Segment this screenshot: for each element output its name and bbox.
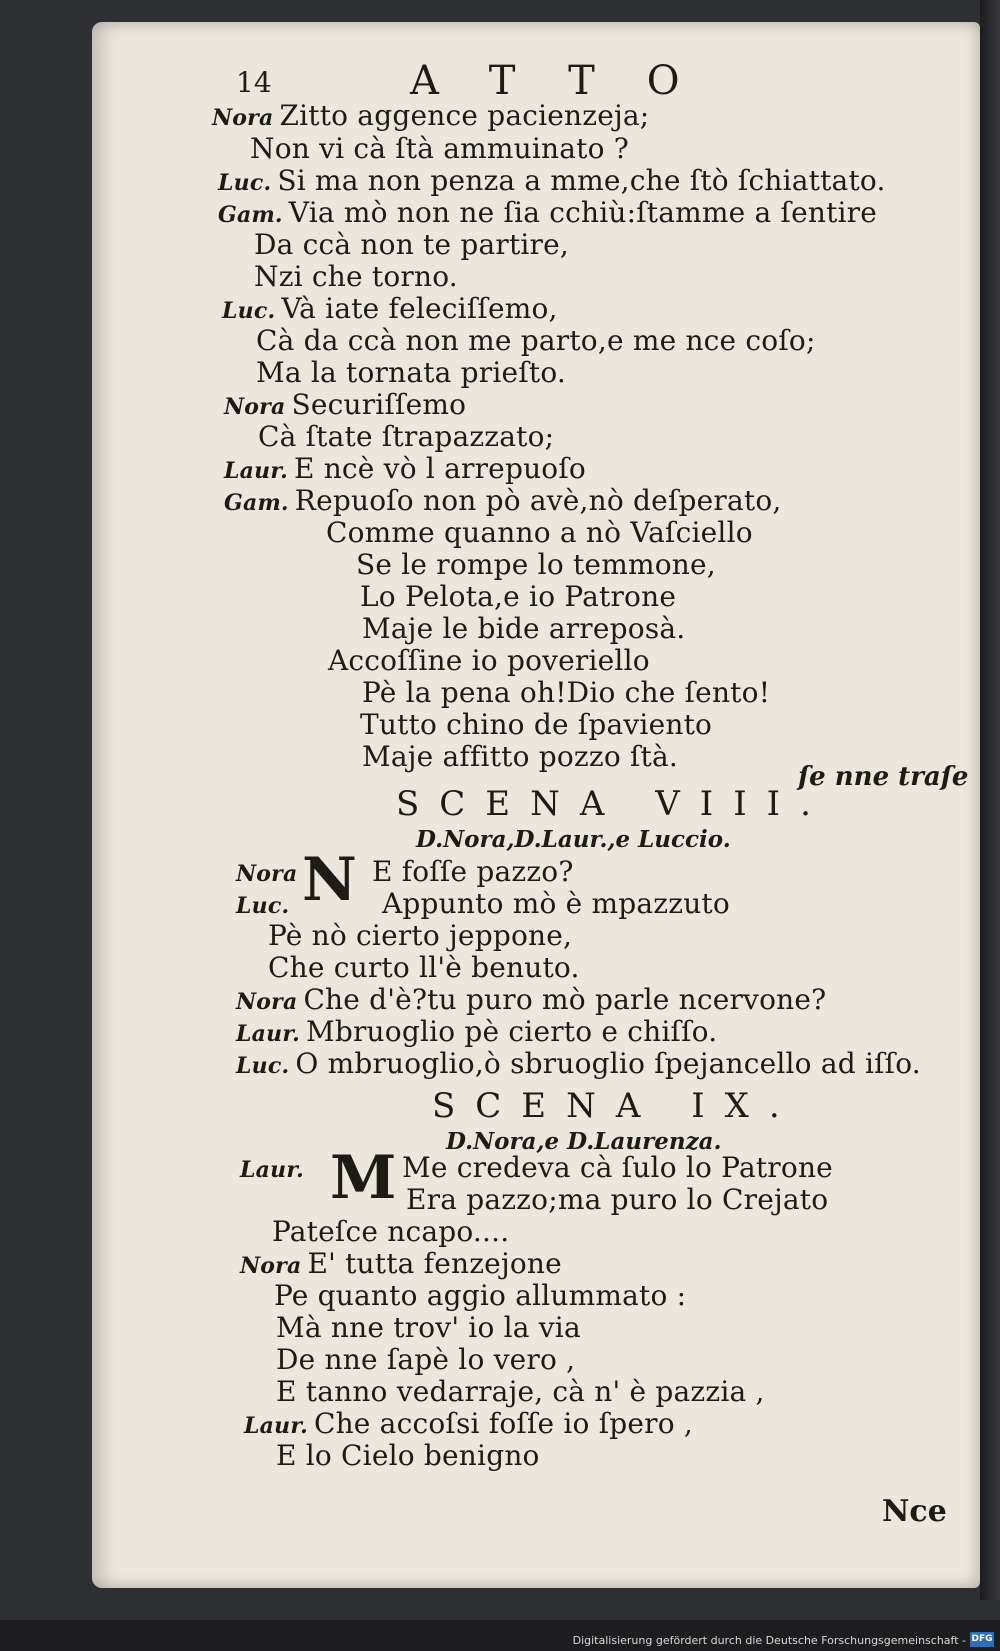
verse-line: Cà da ccà non me parto,e me nce coſo; <box>256 324 816 357</box>
verse-line: Nora E' tutta fenzejone <box>240 1247 562 1280</box>
verse-line: Laur. Mbruoglio pè cierto e chiſſo. <box>236 1015 718 1048</box>
speaker: Gam. <box>224 490 289 516</box>
scene-cast: D.Nora,e D.Laurenza. <box>446 1128 722 1155</box>
speaker: Nora <box>212 105 274 131</box>
verse-line: Non vi cà ſtà ammuinato ? <box>250 132 629 165</box>
speaker: Nora <box>240 1253 302 1279</box>
verse-line: Nora Che d'è?tu puro mò parle ncervone? <box>236 983 827 1016</box>
verse-line: Nzi che torno. <box>254 260 458 293</box>
book-spine <box>980 0 1000 1600</box>
verse-line <box>236 856 303 890</box>
drop-capital: M <box>330 1143 397 1213</box>
speaker: Nora <box>236 861 298 887</box>
speaker: Luc. <box>236 893 290 919</box>
verse-line: Ma la tornata prieſto. <box>256 356 566 389</box>
digitization-credit: Digitalisierung gefördert durch die Deutsche Forschungsgemeinschaft - <box>572 1634 966 1647</box>
verse-line: Comme quanno a nò Vaſciello <box>326 516 753 549</box>
verse-line: Maje le bide arreposà. <box>362 612 686 645</box>
speaker: Laur. <box>244 1413 308 1439</box>
verse-line: Luc. Và iate feleciſſemo, <box>222 292 558 325</box>
verse-line: Tutto chino de ſpaviento <box>360 708 713 741</box>
speaker: Laur. <box>224 458 288 484</box>
page-number: 14 <box>236 66 272 99</box>
speaker: Laur. <box>236 1021 300 1047</box>
speaker: Nora <box>236 989 298 1015</box>
verse-line <box>236 888 295 922</box>
verse-line: Gam. Via mò non ne ſia cchiù:ſtamme a ſentire <box>218 196 878 229</box>
verse-line: De nne ſapè lo vero , <box>276 1343 576 1376</box>
verse-line: Gam. Repuoſo non pò avè,nò deſperato, <box>224 484 782 517</box>
verse-line: Pateſce ncapo.... <box>272 1215 510 1248</box>
drop-capital: N <box>302 845 357 915</box>
verse-line: Lo Pelota,e io Patrone <box>360 580 677 613</box>
verse-line: Luc. O mbruoglio,ò sbruoglio ſpejancello ad iſſo. <box>236 1047 921 1080</box>
verse-line: Pè nò cierto jeppone, <box>268 919 573 952</box>
verse-line: Se le rompe lo temmone, <box>356 548 716 581</box>
speaker: Gam. <box>218 202 283 228</box>
verse-line: Luc. Si ma non penza a mme,che ſtò ſchiattato. <box>218 164 886 197</box>
speaker: Luc. <box>218 170 272 196</box>
verse-line: E foſſe pazzo? <box>372 855 574 888</box>
speaker: Luc. <box>222 298 276 324</box>
verse-line: Da ccà non te partire, <box>254 228 570 261</box>
verse-line: Pè la pena oh!Dio che ſento! <box>362 676 771 709</box>
verse-line: E lo Cielo benigno <box>276 1439 540 1472</box>
verse-line: Me credeva cà ſulo lo Patrone <box>402 1151 833 1184</box>
speaker: Luc. <box>236 1053 290 1079</box>
scene-heading: SCENA VIII. <box>396 784 831 824</box>
verse-line: Era pazzo;ma puro lo Crejato <box>406 1183 829 1216</box>
verse-line: Laur. Che accoſsi foſſe io ſpero , <box>244 1407 694 1440</box>
verse-line: Accoſſine io poveriello <box>328 644 650 677</box>
verse-line: Mà nne trov' io la via <box>276 1311 581 1344</box>
verse-line: Cà ſtate ſtrapazzato; <box>258 420 555 453</box>
scene-cast: D.Nora,D.Laur.,e Luccio. <box>416 826 731 853</box>
verse-line: Appunto mò è mpazzuto <box>382 887 730 920</box>
speaker: Laur. <box>240 1157 304 1183</box>
speaker: Nora <box>224 394 286 420</box>
verse-line: Laur. E ncè vò l arrepuoſo <box>224 452 586 485</box>
stage-direction: ſe nne traſe <box>798 762 969 792</box>
verse-line: Pe quanto aggio allummato : <box>274 1279 687 1312</box>
catchword: Nce <box>882 1494 947 1529</box>
verse-line: Maje affitto pozzo ſtà. <box>362 740 679 773</box>
running-title: ATTO <box>410 58 732 104</box>
verse-line: Che curto ll'è benuto. <box>268 951 580 984</box>
verse-line: E tanno vedarraje, cà n' è pazzia , <box>276 1375 765 1408</box>
verse-line: Nora Zitto aggence pacienzeja; <box>212 99 650 132</box>
verse-line: Nora Securiſſemo <box>224 388 467 421</box>
dfg-logo-icon: DFG <box>970 1632 994 1647</box>
verse-line <box>240 1152 310 1186</box>
scene-heading: SCENA IX. <box>432 1086 800 1126</box>
